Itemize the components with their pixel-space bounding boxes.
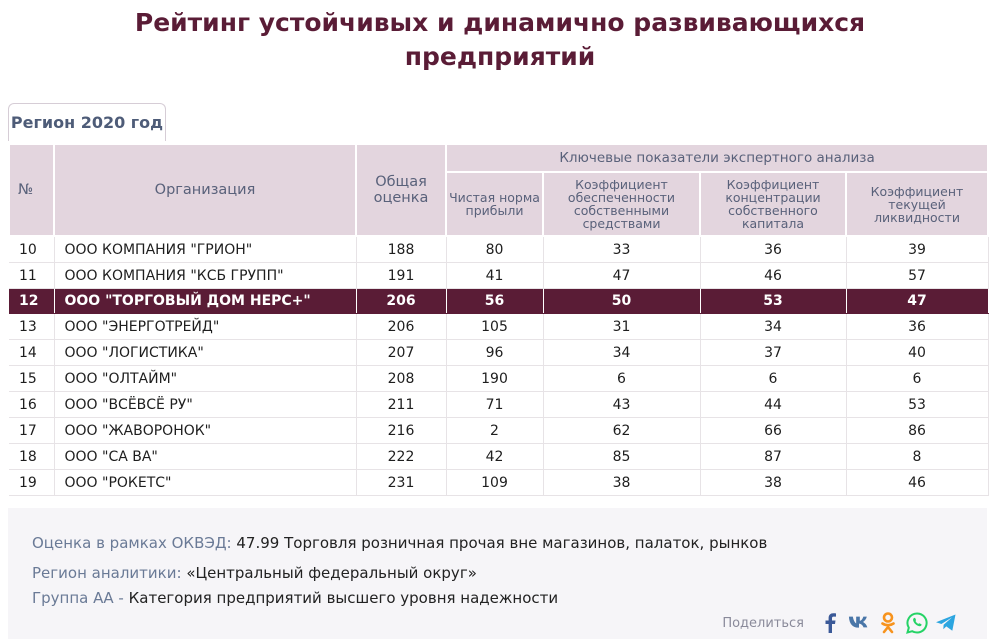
cell-score: 216 bbox=[356, 418, 446, 444]
info-region-label: Регион аналитики: bbox=[32, 564, 182, 582]
header-num: № bbox=[9, 144, 54, 236]
cell-num: 19 bbox=[9, 470, 54, 496]
cell-liquidity: 57 bbox=[846, 263, 988, 289]
cell-org: ООО "ЭНЕРГОТРЕЙД" bbox=[54, 314, 356, 340]
cell-equity: 62 bbox=[543, 418, 700, 444]
info-region-value: «Центральный федеральный округ» bbox=[186, 564, 477, 582]
info-region bbox=[32, 564, 477, 582]
cell-profit: 56 bbox=[446, 289, 543, 314]
cell-score: 208 bbox=[356, 366, 446, 392]
page-title bbox=[0, 6, 1000, 74]
cell-concentration: 38 bbox=[700, 470, 846, 496]
header-concentration: Коэффициент концентрации собственного капитала bbox=[700, 172, 846, 236]
cell-concentration: 53 bbox=[700, 289, 846, 314]
header-score: Общая оценка bbox=[356, 144, 446, 236]
info-okved-value: 47.99 Торговля розничная прочая вне магазинов, палаток, рынков bbox=[236, 534, 768, 552]
cell-profit: 105 bbox=[446, 314, 543, 340]
cell-num: 17 bbox=[9, 418, 54, 444]
telegram-icon[interactable] bbox=[935, 612, 957, 634]
cell-org: ООО "РОКЕТС" bbox=[54, 470, 356, 496]
cell-equity: 6 bbox=[543, 366, 700, 392]
table-row bbox=[9, 418, 988, 444]
table-row bbox=[9, 470, 988, 496]
cell-org: ООО "ВСЁВСЁ РУ" bbox=[54, 392, 356, 418]
cell-concentration: 46 bbox=[700, 263, 846, 289]
cell-score: 206 bbox=[356, 289, 446, 314]
cell-liquidity: 47 bbox=[846, 289, 988, 314]
info-group-value: Категория предприятий высшего уровня надежности bbox=[128, 589, 559, 607]
cell-liquidity: 46 bbox=[846, 470, 988, 496]
cell-num: 18 bbox=[9, 444, 54, 470]
rating-table bbox=[8, 143, 989, 496]
cell-concentration: 87 bbox=[700, 444, 846, 470]
table-row bbox=[9, 366, 988, 392]
cell-org: ООО КОМПАНИЯ "ГРИОН" bbox=[54, 236, 356, 263]
cell-equity: 31 bbox=[543, 314, 700, 340]
cell-liquidity: 39 bbox=[846, 236, 988, 263]
cell-profit: 42 bbox=[446, 444, 543, 470]
cell-equity: 33 bbox=[543, 236, 700, 263]
header-group: Ключевые показатели экспертного анализа bbox=[446, 144, 988, 172]
cell-concentration: 36 bbox=[700, 236, 846, 263]
cell-score: 231 bbox=[356, 470, 446, 496]
cell-org: ООО "ОЛТАЙМ" bbox=[54, 366, 356, 392]
cell-liquidity: 8 bbox=[846, 444, 988, 470]
cell-liquidity: 6 bbox=[846, 366, 988, 392]
cell-num: 12 bbox=[9, 289, 54, 314]
cell-org: ООО КОМПАНИЯ "КСБ ГРУПП" bbox=[54, 263, 356, 289]
cell-liquidity: 40 bbox=[846, 340, 988, 366]
cell-concentration: 66 bbox=[700, 418, 846, 444]
odnoklassniki-icon[interactable] bbox=[877, 612, 899, 634]
cell-score: 207 bbox=[356, 340, 446, 366]
page-title-line2: предприятий bbox=[404, 42, 596, 71]
cell-num: 11 bbox=[9, 263, 54, 289]
cell-profit: 41 bbox=[446, 263, 543, 289]
cell-equity: 43 bbox=[543, 392, 700, 418]
cell-num: 14 bbox=[9, 340, 54, 366]
info-group-label: Группа АА - bbox=[32, 589, 124, 607]
cell-profit: 190 bbox=[446, 366, 543, 392]
cell-concentration: 44 bbox=[700, 392, 846, 418]
cell-score: 188 bbox=[356, 236, 446, 263]
cell-equity: 34 bbox=[543, 340, 700, 366]
cell-score: 222 bbox=[356, 444, 446, 470]
cell-num: 10 bbox=[9, 236, 54, 263]
cell-score: 206 bbox=[356, 314, 446, 340]
share-bar bbox=[722, 612, 957, 634]
cell-org: ООО "ЖАВОРОНОК" bbox=[54, 418, 356, 444]
cell-liquidity: 36 bbox=[846, 314, 988, 340]
cell-concentration: 6 bbox=[700, 366, 846, 392]
info-okved bbox=[32, 534, 767, 552]
cell-score: 191 bbox=[356, 263, 446, 289]
table-row bbox=[9, 314, 988, 340]
cell-num: 13 bbox=[9, 314, 54, 340]
header-equity: Коэффициент обеспеченности собственными средствами bbox=[543, 172, 700, 236]
header-profit: Чистая норма прибыли bbox=[446, 172, 543, 236]
cell-profit: 109 bbox=[446, 470, 543, 496]
cell-liquidity: 53 bbox=[846, 392, 988, 418]
table-row bbox=[9, 263, 988, 289]
table-row bbox=[9, 236, 988, 263]
info-group bbox=[32, 589, 558, 607]
cell-profit: 71 bbox=[446, 392, 543, 418]
share-label: Поделиться bbox=[722, 615, 804, 631]
info-okved-label: Оценка в рамках ОКВЭД: bbox=[32, 534, 232, 552]
cell-equity: 50 bbox=[543, 289, 700, 314]
page-title-line1: Рейтинг устойчивых и динамично развивающихся bbox=[134, 8, 866, 37]
facebook-icon[interactable] bbox=[819, 612, 841, 634]
tab-region-2020[interactable] bbox=[8, 103, 166, 141]
cell-org: ООО "ЛОГИСТИКА" bbox=[54, 340, 356, 366]
table-row bbox=[9, 340, 988, 366]
cell-num: 15 bbox=[9, 366, 54, 392]
tab-region-2020-label: Регион 2020 год bbox=[10, 113, 164, 132]
cell-org: ООО "ТОРГОВЫЙ ДОМ НЕРС+" bbox=[54, 289, 356, 314]
cell-liquidity: 86 bbox=[846, 418, 988, 444]
cell-org: ООО "СА ВА" bbox=[54, 444, 356, 470]
info-panel bbox=[8, 508, 987, 639]
table-row bbox=[9, 444, 988, 470]
table-row-highlighted bbox=[9, 289, 988, 314]
cell-score: 211 bbox=[356, 392, 446, 418]
cell-equity: 47 bbox=[543, 263, 700, 289]
cell-equity: 38 bbox=[543, 470, 700, 496]
table-row bbox=[9, 392, 988, 418]
whatsapp-icon[interactable] bbox=[906, 612, 928, 634]
cell-num: 16 bbox=[9, 392, 54, 418]
cell-concentration: 37 bbox=[700, 340, 846, 366]
cell-profit: 96 bbox=[446, 340, 543, 366]
cell-concentration: 34 bbox=[700, 314, 846, 340]
cell-equity: 85 bbox=[543, 444, 700, 470]
vk-icon[interactable] bbox=[848, 612, 870, 634]
cell-profit: 2 bbox=[446, 418, 543, 444]
header-liquidity: Коэффициент текущей ликвидности bbox=[846, 172, 988, 236]
cell-profit: 80 bbox=[446, 236, 543, 263]
header-org: Организация bbox=[54, 144, 356, 236]
